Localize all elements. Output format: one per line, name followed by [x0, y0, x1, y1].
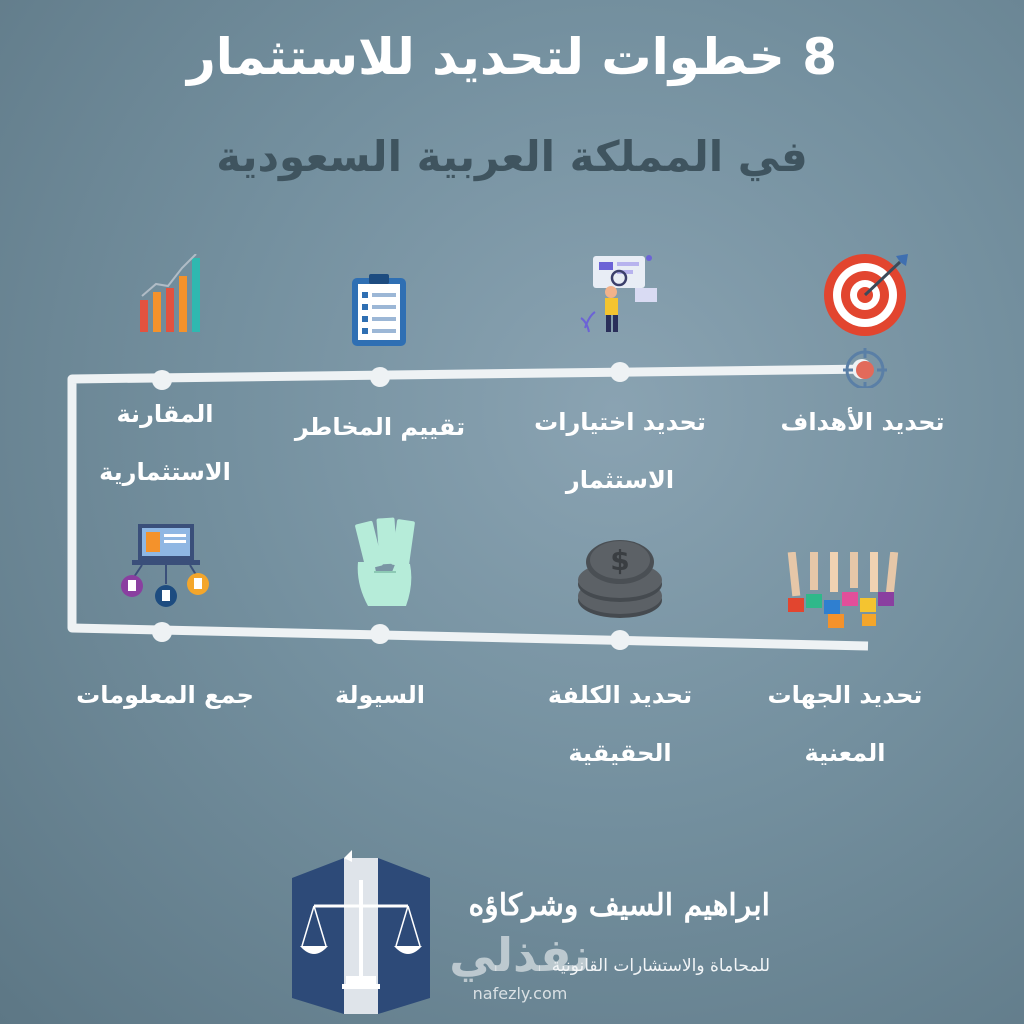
timeline-dot [370, 624, 390, 644]
target-icon [822, 252, 912, 388]
puzzle-hands-icon [784, 552, 900, 630]
timeline-dot [152, 370, 172, 390]
step-label-information-gathering: جمع المعلومات [76, 681, 254, 709]
brand-name: ابراهيم السيف وشركاؤه [468, 888, 770, 923]
step-label-liquidity: السيولة [334, 681, 426, 709]
timeline-dot [610, 630, 630, 650]
svg-text:$: $ [610, 544, 630, 577]
infographic-title: 8 خطوات لتحديد للاستثمار [186, 28, 838, 86]
watermark-url: nafezly.com [472, 984, 568, 1003]
timeline-dot [152, 622, 172, 642]
analyst-illustration-icon [575, 248, 665, 338]
step-label-true-cost: تحديد الكلفة الحقيقية [547, 681, 693, 767]
bar-chart-icon [136, 254, 206, 334]
laptop-network-icon [118, 522, 214, 612]
step-label-investment-comparison: المقارنة الاستثمارية [99, 400, 231, 486]
brand-subtitle: للمحاماة والاستشارات القانونية [551, 956, 770, 976]
step-label-stakeholders: تحديد الجهات المعنية [767, 681, 923, 767]
step-label-goals: تحديد الأهداف [780, 408, 945, 436]
coin-stack-icon [576, 536, 664, 620]
cash-in-hand-icon [352, 514, 418, 610]
timeline-dot [610, 362, 630, 382]
step-label-investment-options: تحديد اختيارات الاستثمار [534, 408, 706, 494]
infographic-subtitle: في المملكة العربية السعودية [216, 132, 808, 181]
timeline-dot [370, 367, 390, 387]
watermark-arabic: نفذلي [449, 928, 590, 982]
scales-of-justice-icon [288, 850, 434, 1020]
step-label-risk-assessment: تقييم المخاطر [294, 413, 466, 441]
clipboard-checklist-icon [350, 272, 408, 348]
